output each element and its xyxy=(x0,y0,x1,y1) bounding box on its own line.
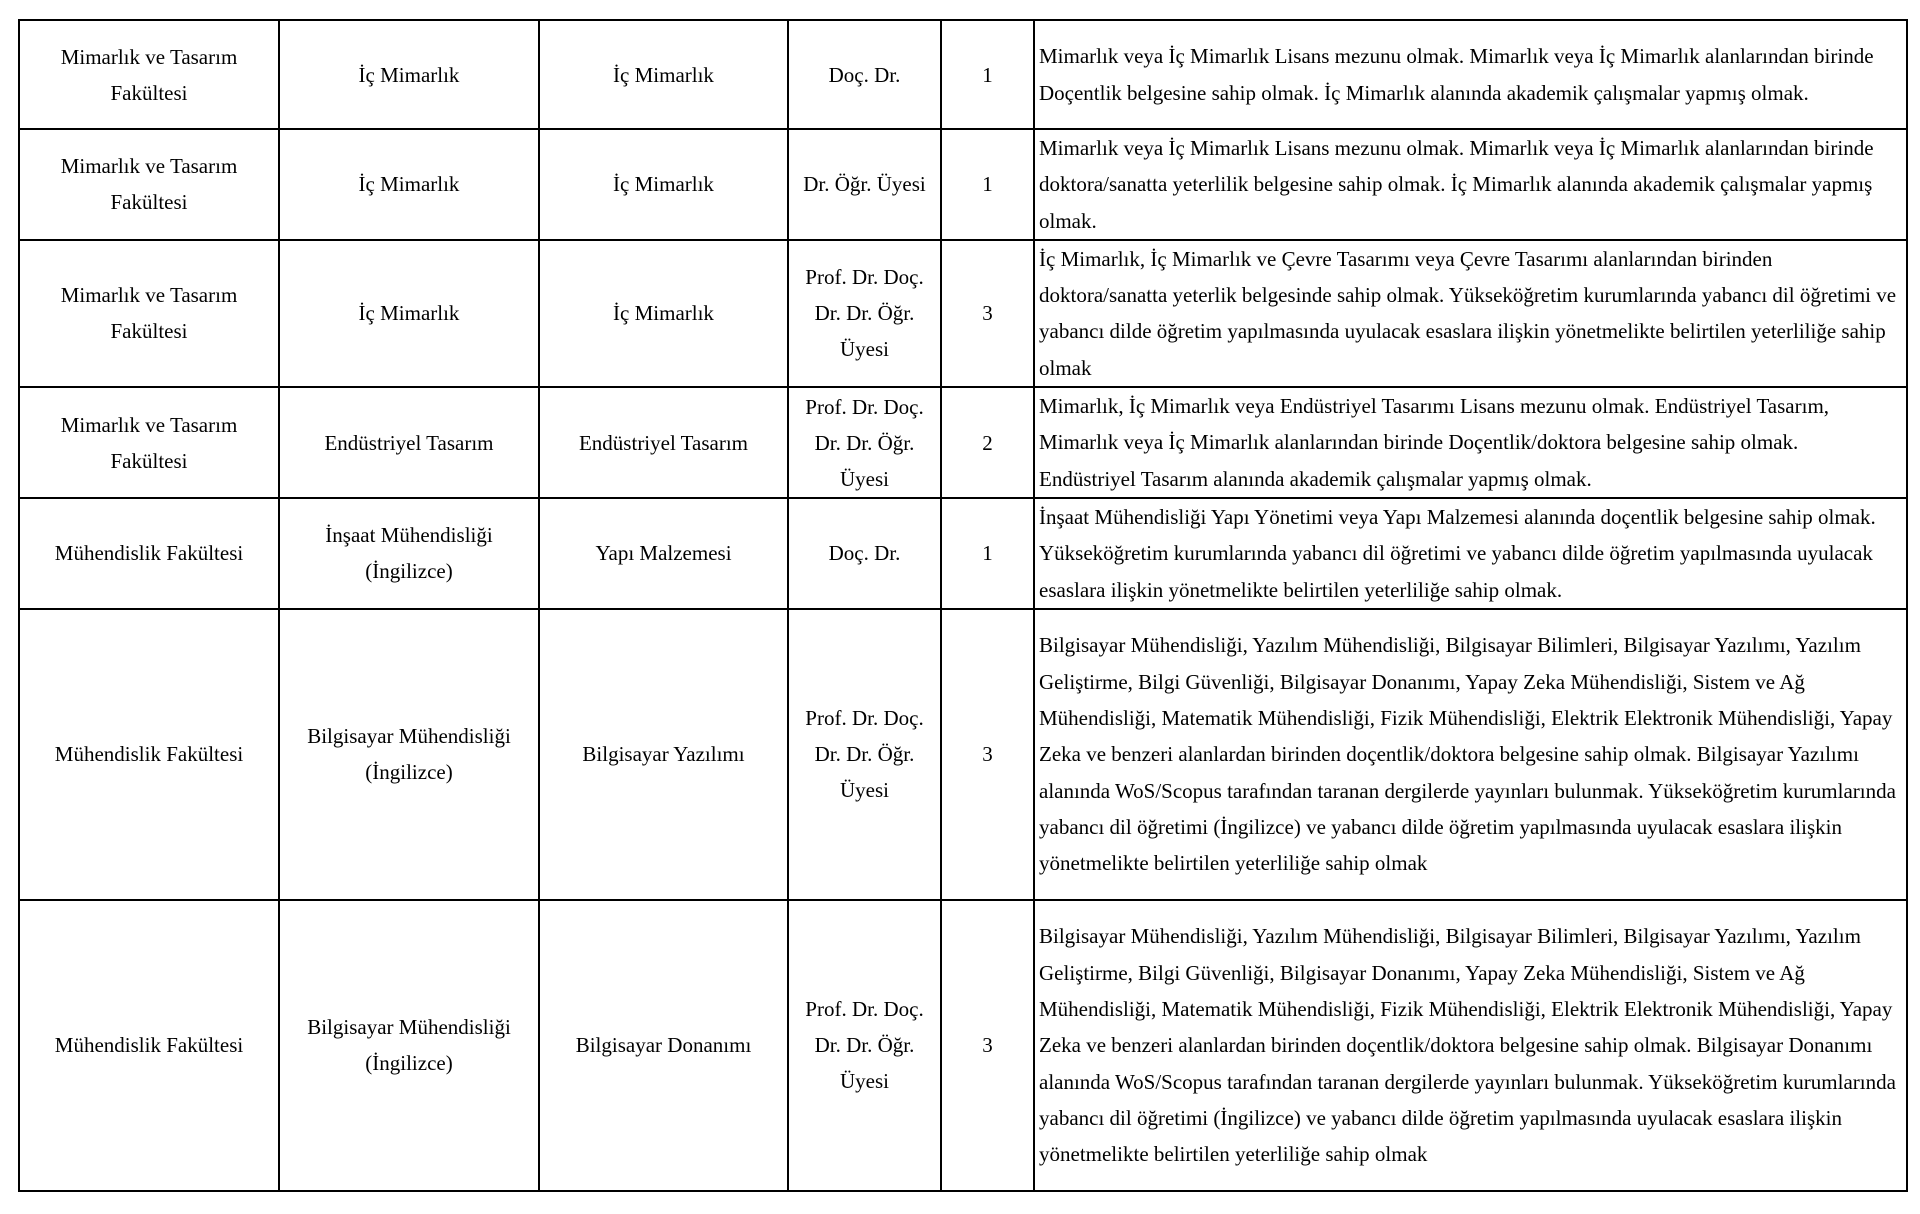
program-cell: Yapı Malzemesi xyxy=(539,498,788,609)
program-cell: İç Mimarlık xyxy=(539,20,788,129)
department-cell: Endüstriyel Tasarım xyxy=(279,387,539,498)
requirements-cell: Mimarlık veya İç Mimarlık Lisans mezunu olmak. Mimarlık veya İç Mimarlık alanlarından birinde doktora/sanatta yeterlilik belgesine sahip olmak. İç Mimarlık alanında akademik çalışmalar yapmış olmak. xyxy=(1034,129,1907,240)
department-cell: İç Mimarlık xyxy=(279,129,539,240)
requirements-cell: Mimarlık veya İç Mimarlık Lisans mezunu olmak. Mimarlık veya İç Mimarlık alanlarından birinde Doçentlik belgesine sahip olmak. İç Mimarlık alanında akademik çalışmalar yapmış olmak. xyxy=(1034,20,1907,129)
department-cell: İç Mimarlık xyxy=(279,20,539,129)
requirements-cell: Bilgisayar Mühendisliği, Yazılım Mühendisliği, Bilgisayar Bilimleri, Bilgisayar Yazılımı, Yazılım Geliştirme, Bilgi Güvenliği, Bilgisayar Donanımı, Yapay Zeka Mühendisliği, Sistem ve Ağ Mühendisliği, Matematik Mühendisliği, Fizik Mühendisliği, Elektrik Elektronik Mühendisliği, Yapay Zeka ve benzeri alanlardan birinden doçentlik/doktora belgesine sahip olmak. Bilgisayar Donanımı alanında WoS/Scopus tarafından taranan dergilerde yayınları bulunmak. Yükseköğretim kurumlarında yabancı dil öğretimi (İngilizce) ve yabancı dilde öğretim yapılmasında uyulacak esaslara ilişkin yönetmelikte belirtilen yeterliliğe sahip olmak xyxy=(1034,900,1907,1191)
count-cell: 3 xyxy=(941,900,1034,1191)
title-cell: Dr. Öğr. Üyesi xyxy=(788,129,941,240)
faculty-cell: Mimarlık ve Tasarım Fakültesi xyxy=(19,387,279,498)
program-cell: Bilgisayar Donanımı xyxy=(539,900,788,1191)
title-cell: Doç. Dr. xyxy=(788,498,941,609)
faculty-cell: Mühendislik Fakültesi xyxy=(19,498,279,609)
department-cell: İç Mimarlık xyxy=(279,240,539,387)
count-cell: 1 xyxy=(941,498,1034,609)
count-cell: 3 xyxy=(941,609,1034,900)
table-row xyxy=(19,900,1907,1191)
program-cell: Endüstriyel Tasarım xyxy=(539,387,788,498)
count-cell: 1 xyxy=(941,20,1034,129)
title-cell: Prof. Dr. Doç. Dr. Dr. Öğr. Üyesi xyxy=(788,240,941,387)
program-cell: İç Mimarlık xyxy=(539,240,788,387)
faculty-cell: Mühendislik Fakültesi xyxy=(19,900,279,1191)
table-row xyxy=(19,20,1907,129)
program-cell: Bilgisayar Yazılımı xyxy=(539,609,788,900)
count-cell: 3 xyxy=(941,240,1034,387)
requirements-cell: Mimarlık, İç Mimarlık veya Endüstriyel Tasarımı Lisans mezunu olmak. Endüstriyel Tasarım, Mimarlık veya İç Mimarlık alanlarından birinde Doçentlik/doktora belgesine sahip olmak. Endüstriyel Tasarım alanında akademik çalışmalar yapmış olmak. xyxy=(1034,387,1907,498)
count-cell: 1 xyxy=(941,129,1034,240)
requirements-cell: İnşaat Mühendisliği Yapı Yönetimi veya Yapı Malzemesi alanında doçentlik belgesine sahip olmak. Yükseköğretim kurumlarında yabancı dil öğretimi ve yabancı dilde öğretim yapılmasında uyulacak esaslara ilişkin yönetmelikte belirtilen yeterliliğe sahip olmak. xyxy=(1034,498,1907,609)
faculty-cell: Mimarlık ve Tasarım Fakültesi xyxy=(19,129,279,240)
department-cell: Bilgisayar Mühendisliği (İngilizce) xyxy=(279,900,539,1191)
requirements-cell: Bilgisayar Mühendisliği, Yazılım Mühendisliği, Bilgisayar Bilimleri, Bilgisayar Yazılımı, Yazılım Geliştirme, Bilgi Güvenliği, Bilgisayar Donanımı, Yapay Zeka Mühendisliği, Sistem ve Ağ Mühendisliği, Matematik Mühendisliği, Fizik Mühendisliği, Elektrik Elektronik Mühendisliği, Yapay Zeka ve benzeri alanlardan birinden doçentlik/doktora belgesine sahip olmak. Bilgisayar Yazılımı alanında WoS/Scopus tarafından taranan dergilerde yayınları bulunmak. Yükseköğretim kurumlarında yabancı dil öğretimi (İngilizce) ve yabancı dilde öğretim yapılmasında uyulacak esaslara ilişkin yönetmelikte belirtilen yeterliliğe sahip olmak xyxy=(1034,609,1907,900)
program-cell: İç Mimarlık xyxy=(539,129,788,240)
requirements-cell: İç Mimarlık, İç Mimarlık ve Çevre Tasarımı veya Çevre Tasarımı alanlarından birinden doktora/sanatta yeterlik belgesinde sahip olmak. Yükseköğretim kurumlarında yabancı dil öğretimi ve yabancı dilde öğretim yapılmasında uyulacak esaslara ilişkin yönetmelikte belirtilen yeterliliğe sahip olmak xyxy=(1034,240,1907,387)
title-cell: Prof. Dr. Doç. Dr. Dr. Öğr. Üyesi xyxy=(788,900,941,1191)
table-row xyxy=(19,498,1907,609)
title-cell: Prof. Dr. Doç. Dr. Dr. Öğr. Üyesi xyxy=(788,609,941,900)
count-cell: 2 xyxy=(941,387,1034,498)
department-cell: Bilgisayar Mühendisliği (İngilizce) xyxy=(279,609,539,900)
table-row xyxy=(19,240,1907,387)
department-cell: İnşaat Mühendisliği (İngilizce) xyxy=(279,498,539,609)
faculty-cell: Mühendislik Fakültesi xyxy=(19,609,279,900)
title-cell: Prof. Dr. Doç. Dr. Dr. Öğr. Üyesi xyxy=(788,387,941,498)
table-row xyxy=(19,609,1907,900)
table-row xyxy=(19,129,1907,240)
faculty-cell: Mimarlık ve Tasarım Fakültesi xyxy=(19,240,279,387)
table-row xyxy=(19,387,1907,498)
title-cell: Doç. Dr. xyxy=(788,20,941,129)
document-page xyxy=(18,19,1906,1192)
positions-table xyxy=(18,19,1908,1192)
faculty-cell: Mimarlık ve Tasarım Fakültesi xyxy=(19,20,279,129)
